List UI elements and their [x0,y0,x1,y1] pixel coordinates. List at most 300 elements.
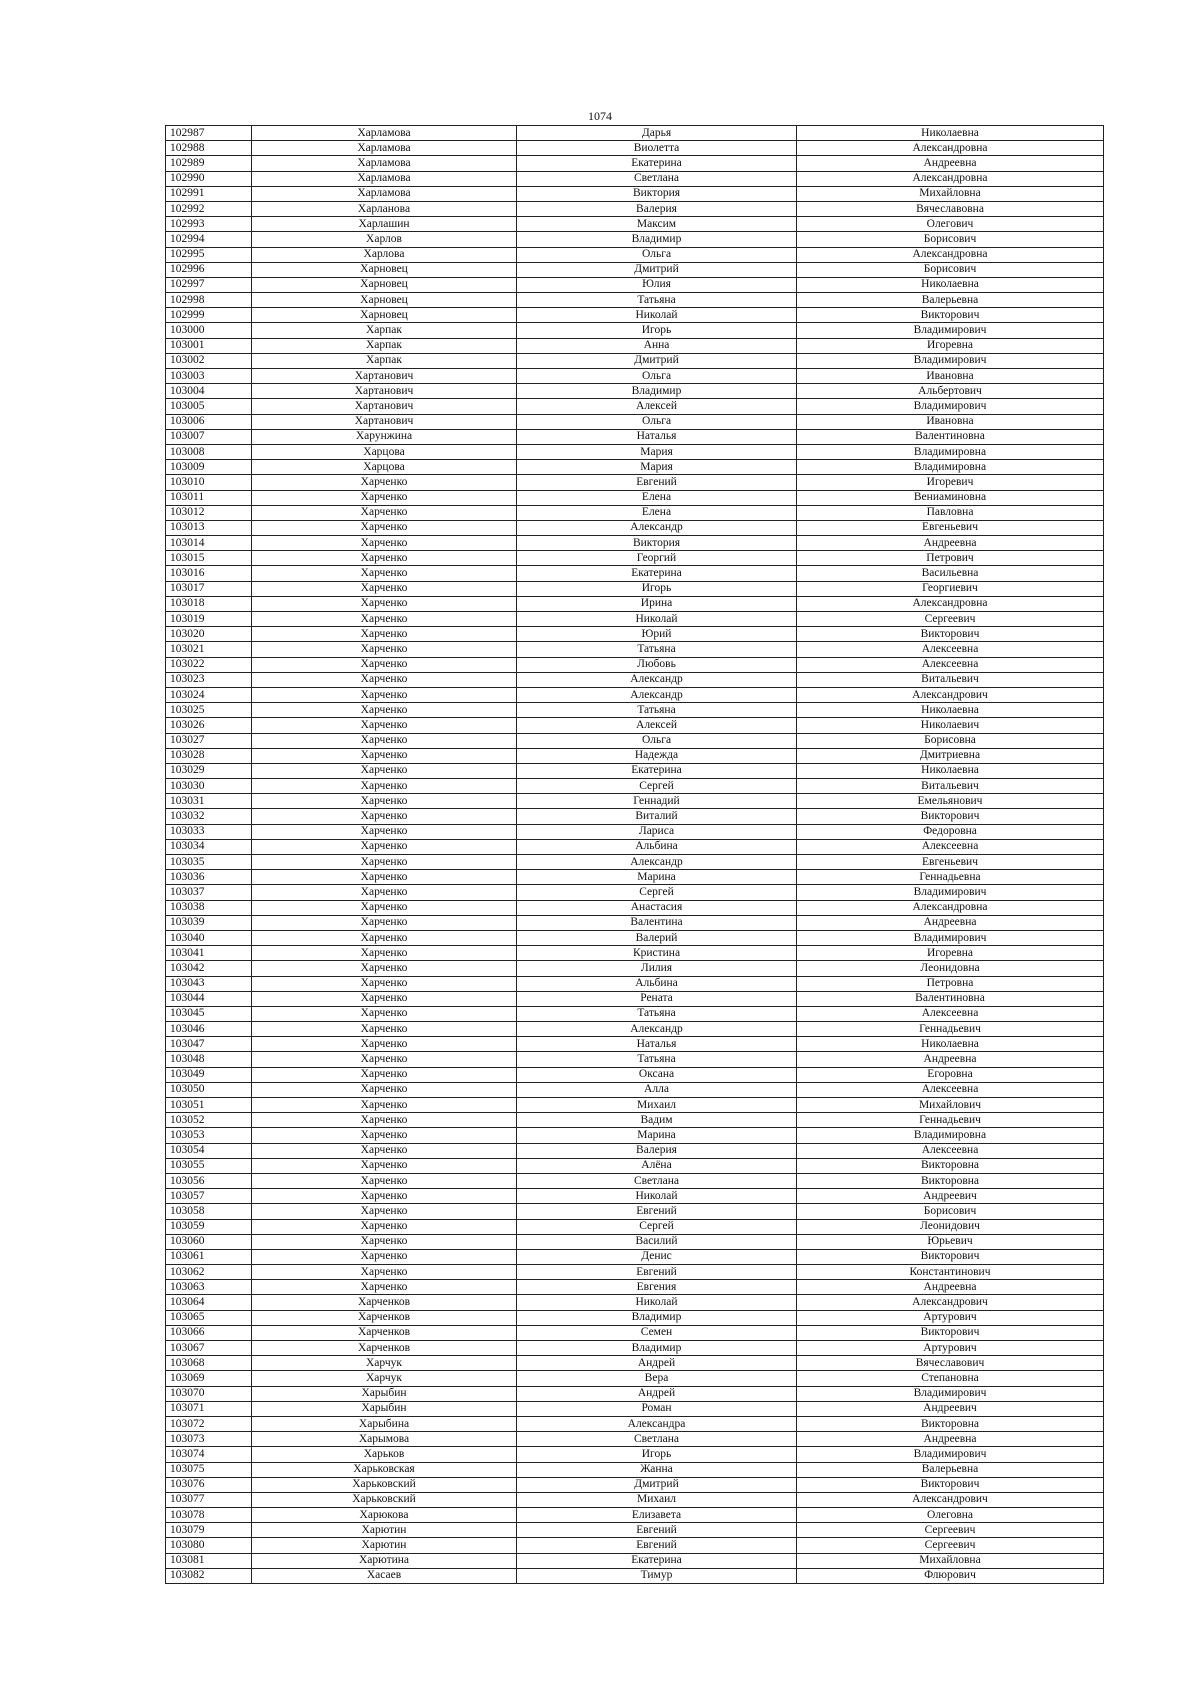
table-row [166,338,1104,353]
surname-cell: Харченко [252,1249,517,1264]
patronymic-cell: Емельянович [797,794,1104,809]
patronymic-cell: Андреевна [797,1432,1104,1447]
first-name-cell: Ирина [517,596,797,611]
surname-cell: Харченко [252,642,517,657]
first-name-cell: Александра [517,1416,797,1431]
first-name-cell: Геннадий [517,794,797,809]
first-name-cell: Ольга [517,369,797,384]
first-name-cell: Анна [517,338,797,353]
patronymic-cell: Евгеньевич [797,520,1104,535]
patronymic-cell: Николаевна [797,277,1104,292]
record-number-cell: 102992 [166,201,252,216]
table-row [166,232,1104,247]
table-row [166,1128,1104,1143]
surname-cell: Харченко [252,915,517,930]
first-name-cell: Наталья [517,1037,797,1052]
first-name-cell: Алла [517,1082,797,1097]
table-row [166,444,1104,459]
surname-cell: Харченко [252,1280,517,1295]
patronymic-cell: Петровна [797,976,1104,991]
first-name-cell: Андрей [517,1356,797,1371]
table-row [166,839,1104,854]
table-row [166,520,1104,535]
first-name-cell: Мария [517,460,797,475]
patronymic-cell: Алексеевна [797,642,1104,657]
table-row [166,672,1104,687]
first-name-cell: Алексей [517,399,797,414]
record-number-cell: 103010 [166,475,252,490]
surname-cell: Харчук [252,1371,517,1386]
surname-cell: Харченко [252,779,517,794]
patronymic-cell: Александровна [797,141,1104,156]
record-number-cell: 103077 [166,1492,252,1507]
table-row [166,1113,1104,1128]
record-number-cell: 103013 [166,520,252,535]
table-row [166,384,1104,399]
record-number-cell: 103044 [166,991,252,1006]
record-number-cell: 103067 [166,1341,252,1356]
surname-cell: Харченко [252,809,517,824]
surname-cell: Харымова [252,1432,517,1447]
record-number-cell: 103038 [166,900,252,915]
table-row [166,141,1104,156]
record-number-cell: 103054 [166,1143,252,1158]
first-name-cell: Игорь [517,1447,797,1462]
patronymic-cell: Владимировна [797,444,1104,459]
surname-cell: Харченко [252,991,517,1006]
table-row [166,429,1104,444]
patronymic-cell: Валентиновна [797,991,1104,1006]
first-name-cell: Альбина [517,839,797,854]
patronymic-cell: Алексеевна [797,1082,1104,1097]
record-number-cell: 103021 [166,642,252,657]
record-number-cell: 103012 [166,505,252,520]
table-row [166,1492,1104,1507]
patronymic-cell: Борисович [797,1204,1104,1219]
table-row [166,1386,1104,1401]
record-number-cell: 103007 [166,429,252,444]
surname-cell: Харченко [252,1219,517,1234]
record-number-cell: 103026 [166,718,252,733]
surname-cell: Харченко [252,885,517,900]
patronymic-cell: Олеговна [797,1508,1104,1523]
first-name-cell: Наталья [517,429,797,444]
first-name-cell: Екатерина [517,156,797,171]
first-name-cell: Александр [517,1022,797,1037]
patronymic-cell: Николаевич [797,718,1104,733]
table-row [166,1508,1104,1523]
patronymic-cell: Михайловна [797,1553,1104,1568]
patronymic-cell: Андреевич [797,1189,1104,1204]
first-name-cell: Дмитрий [517,1477,797,1492]
surname-cell: Харченко [252,1082,517,1097]
patronymic-cell: Дмитриевна [797,748,1104,763]
record-number-cell: 103059 [166,1219,252,1234]
patronymic-cell: Викторович [797,308,1104,323]
table-row [166,1341,1104,1356]
first-name-cell: Сергей [517,885,797,900]
patronymic-cell: Алексеевна [797,1006,1104,1021]
record-number-cell: 103037 [166,885,252,900]
record-number-cell: 103020 [166,627,252,642]
surname-cell: Харченко [252,612,517,627]
table-row [166,946,1104,961]
first-name-cell: Екатерина [517,1553,797,1568]
surname-cell: Харченко [252,839,517,854]
surname-cell: Харченко [252,961,517,976]
record-number-cell: 102987 [166,126,252,141]
patronymic-cell: Николаевна [797,1037,1104,1052]
first-name-cell: Татьяна [517,642,797,657]
table-row [166,794,1104,809]
table-row [166,1158,1104,1173]
record-number-cell: 103000 [166,323,252,338]
first-name-cell: Виктория [517,536,797,551]
record-number-cell: 103031 [166,794,252,809]
record-number-cell: 103073 [166,1432,252,1447]
patronymic-cell: Артурович [797,1341,1104,1356]
patronymic-cell: Владимирович [797,353,1104,368]
surname-cell: Харыбин [252,1386,517,1401]
table-row [166,551,1104,566]
record-number-cell: 103009 [166,460,252,475]
table-row [166,1416,1104,1431]
table-row [166,171,1104,186]
patronymic-cell: Олегович [797,217,1104,232]
patronymic-cell: Александрович [797,1492,1104,1507]
patronymic-cell: Леонидовна [797,961,1104,976]
surname-cell: Харунжина [252,429,517,444]
table-row [166,627,1104,642]
first-name-cell: Жанна [517,1462,797,1477]
surname-cell: Харламова [252,126,517,141]
surname-cell: Харпак [252,353,517,368]
patronymic-cell: Борисовна [797,733,1104,748]
record-number-cell: 103016 [166,566,252,581]
patronymic-cell: Вячеславовна [797,201,1104,216]
surname-cell: Харченко [252,976,517,991]
table-row [166,733,1104,748]
patronymic-cell: Игоревна [797,338,1104,353]
record-number-cell: 102994 [166,232,252,247]
surname-cell: Харченко [252,748,517,763]
surname-cell: Харпак [252,323,517,338]
first-name-cell: Алексей [517,718,797,733]
surname-cell: Харченко [252,657,517,672]
surname-cell: Харченко [252,1128,517,1143]
first-name-cell: Виталий [517,809,797,824]
patronymic-cell: Александровна [797,171,1104,186]
patronymic-cell: Викторович [797,1325,1104,1340]
first-name-cell: Виолетта [517,141,797,156]
table-row [166,1356,1104,1371]
patronymic-cell: Сергеевич [797,1523,1104,1538]
table-row [166,763,1104,778]
record-number-cell: 103075 [166,1462,252,1477]
record-number-cell: 103002 [166,353,252,368]
table-row [166,703,1104,718]
record-number-cell: 102999 [166,308,252,323]
table-row [166,1295,1104,1310]
table-row [166,1219,1104,1234]
patronymic-cell: Владимировна [797,1128,1104,1143]
record-number-cell: 103049 [166,1067,252,1082]
patronymic-cell: Леонидович [797,1219,1104,1234]
first-name-cell: Евгений [517,1204,797,1219]
first-name-cell: Николай [517,612,797,627]
table-row [166,536,1104,551]
first-name-cell: Михаил [517,1492,797,1507]
first-name-cell: Владимир [517,232,797,247]
surname-cell: Хартанович [252,414,517,429]
first-name-cell: Георгий [517,551,797,566]
first-name-cell: Екатерина [517,763,797,778]
record-number-cell: 103063 [166,1280,252,1295]
first-name-cell: Светлана [517,1173,797,1188]
table-row [166,1568,1104,1583]
surname-cell: Харновец [252,262,517,277]
record-number-cell: 102990 [166,171,252,186]
record-number-cell: 103041 [166,946,252,961]
patronymic-cell: Георгиевич [797,581,1104,596]
first-name-cell: Альбина [517,976,797,991]
patronymic-cell: Александровна [797,247,1104,262]
table-row [166,1477,1104,1492]
first-name-cell: Татьяна [517,703,797,718]
table-row [166,718,1104,733]
record-number-cell: 102996 [166,262,252,277]
patronymic-cell: Ивановна [797,369,1104,384]
first-name-cell: Елена [517,505,797,520]
table-row [166,1052,1104,1067]
table-row [166,687,1104,702]
table-row [166,460,1104,475]
table-row [166,1204,1104,1219]
record-number-cell: 103005 [166,399,252,414]
record-number-cell: 103068 [166,1356,252,1371]
record-number-cell: 103019 [166,612,252,627]
surname-cell: Харченко [252,596,517,611]
patronymic-cell: Алексеевна [797,657,1104,672]
table-row [166,1006,1104,1021]
table-row [166,323,1104,338]
patronymic-cell: Викторович [797,627,1104,642]
surname-cell: Харлова [252,247,517,262]
surname-cell: Харновец [252,277,517,292]
table-row [166,900,1104,915]
first-name-cell: Татьяна [517,293,797,308]
first-name-cell: Валерия [517,1143,797,1158]
table-row [166,657,1104,672]
table-row [166,1371,1104,1386]
table-row [166,596,1104,611]
surname-cell: Хартанович [252,369,517,384]
patronymic-cell: Флюрович [797,1568,1104,1583]
surname-cell: Харченко [252,505,517,520]
first-name-cell: Валентина [517,915,797,930]
first-name-cell: Любовь [517,657,797,672]
surname-cell: Харцова [252,460,517,475]
surname-cell: Харыбин [252,1401,517,1416]
surname-cell: Харченко [252,536,517,551]
first-name-cell: Николай [517,1295,797,1310]
patronymic-cell: Алексеевна [797,839,1104,854]
surname-cell: Харютин [252,1523,517,1538]
table-row [166,1538,1104,1553]
record-number-cell: 103046 [166,1022,252,1037]
patronymic-cell: Вячеславович [797,1356,1104,1371]
surname-cell: Харченко [252,1234,517,1249]
surname-cell: Харченко [252,672,517,687]
patronymic-cell: Андреевна [797,1052,1104,1067]
surname-cell: Харламова [252,141,517,156]
record-number-cell: 103004 [166,384,252,399]
record-number-cell: 103027 [166,733,252,748]
table-row [166,1265,1104,1280]
table-row [166,1310,1104,1325]
roster-table [165,125,1104,1584]
record-number-cell: 103064 [166,1295,252,1310]
record-number-cell: 103051 [166,1098,252,1113]
table-row [166,930,1104,945]
surname-cell: Харченко [252,1143,517,1158]
record-number-cell: 103039 [166,915,252,930]
patronymic-cell: Витальевич [797,672,1104,687]
table-row [166,1189,1104,1204]
surname-cell: Хартанович [252,384,517,399]
record-number-cell: 102997 [166,277,252,292]
surname-cell: Харьков [252,1447,517,1462]
surname-cell: Харченко [252,900,517,915]
first-name-cell: Сергей [517,779,797,794]
first-name-cell: Юрий [517,627,797,642]
first-name-cell: Евгений [517,475,797,490]
surname-cell: Харченко [252,627,517,642]
first-name-cell: Николай [517,1189,797,1204]
patronymic-cell: Андреевна [797,1280,1104,1295]
record-number-cell: 102989 [166,156,252,171]
record-number-cell: 103052 [166,1113,252,1128]
patronymic-cell: Викторович [797,809,1104,824]
table-row [166,748,1104,763]
record-number-cell: 103078 [166,1508,252,1523]
surname-cell: Харюкова [252,1508,517,1523]
surname-cell: Харченков [252,1310,517,1325]
table-row [166,156,1104,171]
table-row [166,414,1104,429]
surname-cell: Харченко [252,1265,517,1280]
surname-cell: Харченко [252,1006,517,1021]
first-name-cell: Александр [517,687,797,702]
surname-cell: Харченко [252,1067,517,1082]
patronymic-cell: Артурович [797,1310,1104,1325]
surname-cell: Харютина [252,1553,517,1568]
surname-cell: Харченко [252,855,517,870]
surname-cell: Харченко [252,1022,517,1037]
table-row [166,1037,1104,1052]
record-number-cell: 103082 [166,1568,252,1583]
record-number-cell: 103014 [166,536,252,551]
first-name-cell: Дмитрий [517,262,797,277]
first-name-cell: Евгений [517,1523,797,1538]
first-name-cell: Екатерина [517,566,797,581]
surname-cell: Харченко [252,1158,517,1173]
patronymic-cell: Павловна [797,505,1104,520]
surname-cell: Хартанович [252,399,517,414]
first-name-cell: Мария [517,444,797,459]
first-name-cell: Оксана [517,1067,797,1082]
record-number-cell: 103036 [166,870,252,885]
record-number-cell: 103056 [166,1173,252,1188]
first-name-cell: Евгений [517,1265,797,1280]
table-row [166,1325,1104,1340]
first-name-cell: Владимир [517,1310,797,1325]
patronymic-cell: Егоровна [797,1067,1104,1082]
table-row [166,855,1104,870]
surname-cell: Харченко [252,475,517,490]
first-name-cell: Рената [517,991,797,1006]
table-row [166,961,1104,976]
surname-cell: Харченко [252,1113,517,1128]
table-row [166,277,1104,292]
surname-cell: Харченко [252,1098,517,1113]
surname-cell: Харыбина [252,1416,517,1431]
patronymic-cell: Владимирович [797,1447,1104,1462]
record-number-cell: 103017 [166,581,252,596]
patronymic-cell: Сергеевич [797,612,1104,627]
patronymic-cell: Викторович [797,1249,1104,1264]
table-row [166,779,1104,794]
patronymic-cell: Борисович [797,262,1104,277]
table-row [166,399,1104,414]
first-name-cell: Евгения [517,1280,797,1295]
record-number-cell: 103048 [166,1052,252,1067]
table-row [166,885,1104,900]
table-row [166,247,1104,262]
first-name-cell: Александр [517,672,797,687]
table-row [166,490,1104,505]
table-row [166,1249,1104,1264]
patronymic-cell: Константинович [797,1265,1104,1280]
first-name-cell: Кристина [517,946,797,961]
patronymic-cell: Андреевна [797,156,1104,171]
surname-cell: Харченко [252,733,517,748]
first-name-cell: Николай [517,308,797,323]
patronymic-cell: Юрьевич [797,1234,1104,1249]
surname-cell: Харченко [252,824,517,839]
surname-cell: Харченко [252,520,517,535]
patronymic-cell: Александрович [797,1295,1104,1310]
patronymic-cell: Сергеевич [797,1538,1104,1553]
record-number-cell: 103072 [166,1416,252,1431]
first-name-cell: Андрей [517,1386,797,1401]
first-name-cell: Светлана [517,1432,797,1447]
patronymic-cell: Геннадьевич [797,1113,1104,1128]
table-row [166,186,1104,201]
surname-cell: Харьковская [252,1462,517,1477]
record-number-cell: 103071 [166,1401,252,1416]
record-number-cell: 103070 [166,1386,252,1401]
patronymic-cell: Андреевна [797,915,1104,930]
record-number-cell: 103043 [166,976,252,991]
first-name-cell: Анастасия [517,900,797,915]
table-row [166,475,1104,490]
patronymic-cell: Александровна [797,596,1104,611]
record-number-cell: 102988 [166,141,252,156]
record-number-cell: 103065 [166,1310,252,1325]
patronymic-cell: Валерьевна [797,1462,1104,1477]
record-number-cell: 103060 [166,1234,252,1249]
